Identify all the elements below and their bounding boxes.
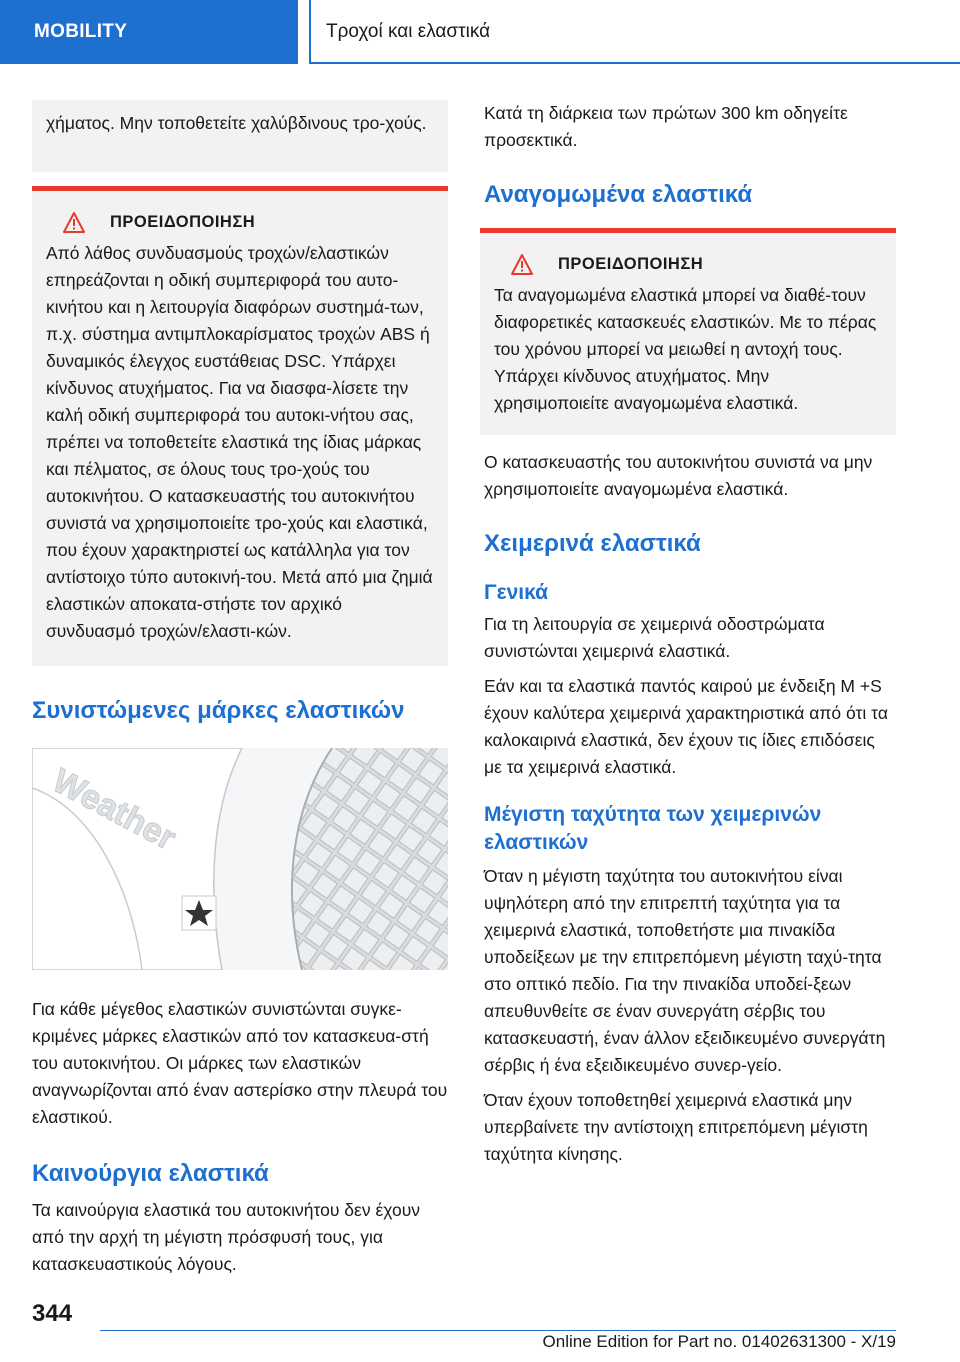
brands-paragraph: Για κάθε μέγεθος ελαστικών συνιστώνται συγκε-κριμένες μάρκες ελαστικών από τον κατασκευα-στή του αυτοκινήτου. Οι μάρκες των ελαστικών αναγνωρίζονται από έναν αστερίσκο στην πλευρά του ελαστικού. xyxy=(32,999,448,1127)
right-column xyxy=(480,100,896,1168)
page-header xyxy=(0,0,960,64)
heading-new-tires: Καινούργια ελαστικά xyxy=(32,1160,269,1187)
section-tab: MOBILITY xyxy=(0,0,298,64)
warning-text: Από λάθος συνδυασμούς τροχών/ελαστικών επηρεάζονται η οδική συμπεριφορά του αυτο-κινήτου και η λειτουργία διαφόρων συστημά-των, π.χ. σύστημα αντιμπλοκαρίσματος τροχών ABS ή δυναμικός έλεγχος ευστάθειας DSC. Υπάρχει κίνδυνος ατυχήματος. Για να διασφα-λίσετε την καλή οδική συμπεριφορά του αυτοκι-νήτου σας, πρέπει να τοποθετείτε ελαστικά της ίδιας μάρκας και πέλματος, σε όλους τους τρο-χούς του αυτοκινήτου. Ο κατασκευαστής του αυτοκινήτου συνιστά να χρησιμοποιείτε τρο-χούς και ελαστικά, που έχουν χαρακτηριστεί ως κατάλληλα για τον αντίστοιχο τύπο αυτοκινή-του. Μετά από μια ζημιά ελαστικών αποκατα-στήστε τον αρχικό συνδυασμό τροχών/ελαστι-κών. xyxy=(46,243,433,641)
heading-winter-tires: Χειμερινά ελαστικά xyxy=(484,530,701,557)
tire-sidewall-label: Weather xyxy=(46,761,182,858)
warning-triangle-icon xyxy=(510,253,546,277)
heading-retreaded-tires: Αναγομωμένα ελαστικά xyxy=(484,181,753,208)
warning-header xyxy=(494,251,882,278)
warning-box-retreaded xyxy=(480,228,896,435)
max-speed-paragraph-2: Όταν έχουν τοποθετηθεί χειμερινά ελαστικά μην υπερβαίνετε την αντίστοιχη επιτρεπόμενη μέγιστη ταχύτητα κίνησης. xyxy=(484,1090,868,1164)
general-paragraph-1: Για τη λειτουργία σε χειμερινά οδοστρώματα συνιστώνται χειμερινά ελαστικά. xyxy=(484,614,825,661)
warning-title: ΠΡΟΕΙΔΟΠΟΙΗΣΗ xyxy=(558,255,704,273)
new-tires-paragraph: Τα καινούργια ελαστικά του αυτοκινήτου δεν έχουν από την αρχή τη μέγιστη πρόσφυσή τους, για κατασκευαστικούς λόγους. xyxy=(32,1200,421,1274)
header-divider xyxy=(309,0,311,64)
warning-text: Τα αναγομωμένα ελαστικά μπορεί να διαθέ-τουν διαφορετικές κατασκευές ελαστικών. Με το πέρας του χρόνου μπορεί να μειωθεί η αντοχή τους. Υπάρχει κίνδυνος ατυχήματος. Μην χρησιμοποιείτε αναγομωμένα ελαστικά. xyxy=(494,285,877,413)
tire-illustration xyxy=(32,748,448,970)
warning-triangle-icon xyxy=(62,211,98,235)
general-paragraph-2: Εάν και τα ελαστικά παντός καιρού με ένδειξη M +S έχουν καλύτερα χειμερινά χαρακτηριστικά από ότι τα καλοκαιρινά ελαστικά, δεν έχουν τις ίδιες επιδόσεις με τα χειμερινά ελαστικά. xyxy=(484,676,888,777)
continued-note-box xyxy=(32,100,448,172)
continued-note-text: χήματος. Μην τοποθετείτε χαλύβδινους τρο-χούς. xyxy=(46,113,427,133)
heading-recommended-brands: Συνιστώμενες μάρκες ελαστικών xyxy=(32,697,405,724)
warning-title: ΠΡΟΕΙΔΟΠΟΙΗΣΗ xyxy=(110,213,256,231)
page-number: 344 xyxy=(32,1300,73,1327)
retreaded-paragraph: Ο κατασκευαστής του αυτοκινήτου συνιστά να μην χρησιμοποιείτε αναγομωμένα ελαστικά. xyxy=(484,452,873,499)
heading-general: Γενικά xyxy=(484,581,549,604)
heading-max-speed: Μέγιστη ταχύτητα των χειμερινών ελαστικών xyxy=(484,803,822,854)
warning-header xyxy=(46,209,434,236)
intro-paragraph: Κατά τη διάρκεια των πρώτων 300 km οδηγείτε προσεκτικά. xyxy=(484,103,848,150)
left-column xyxy=(32,100,448,1278)
max-speed-paragraph-1: Όταν η μέγιστη ταχύτητα του αυτοκινήτου είναι υψηλότερη από την επιτρεπτή ταχύτητα για τα χειμερινά ελαστικά, τοποθετήστε μια πινακίδα υποδείξεων με την επιτρεπόμενη μέγιστη ταχύ-τητα στο οπτικό πεδίο. Για την πινακίδα υποδεί-ξεων απευθυνθείτε σε έναν συνεργάτη σέρβις του κατασκευαστή, έναν άλλον εξειδικευμένο συνεργάτη σέρβις ή ένα εξειδικευμένο συνερ-γείο. xyxy=(484,866,886,1075)
edition-note: Online Edition for Part no. 01402631300 - X/19 xyxy=(542,1332,896,1351)
footer-rule xyxy=(100,1330,896,1331)
chapter-title: Τροχοί και ελαστικά xyxy=(326,21,491,42)
tire-sidewall-image xyxy=(32,748,448,970)
warning-box-wheels xyxy=(32,186,448,666)
